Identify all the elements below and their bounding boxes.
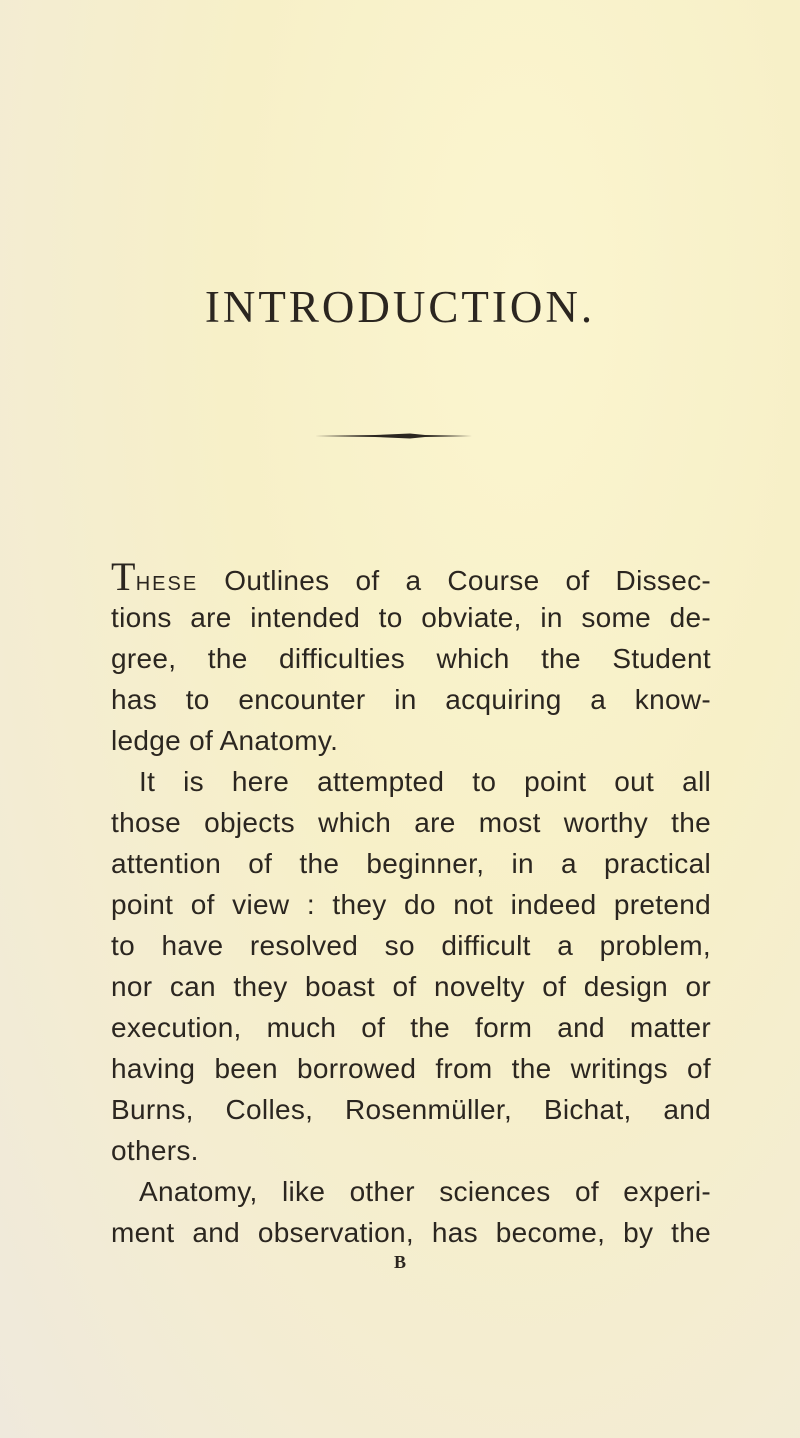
drop-letter: T [111, 554, 136, 599]
opening-small-caps: HESE [135, 573, 199, 595]
text-line: to have resolved so difficult a problem, [111, 930, 711, 961]
text-line: Burns, Colles, Rosenmüller, Bichat, and [111, 1094, 711, 1125]
text-line: Anatomy, like other sciences of experi- [139, 1176, 711, 1207]
opening-rest: Outlines of a Course of Dissec- [198, 565, 711, 596]
signature-mark: B [393, 1252, 406, 1272]
text-line: ment and observation, has become, by the [111, 1217, 711, 1248]
text-line: It is here attempted to point out all [139, 766, 711, 797]
body-text [111, 556, 711, 1253]
text-line: execution, much of the form and matter [111, 1012, 711, 1043]
text-line [111, 556, 711, 597]
text-line: ledge of Anatomy. [111, 725, 339, 756]
text-line: has to encounter in acquiring a know- [111, 684, 711, 715]
text-line: gree, the difficulties which the Student [111, 643, 711, 674]
text-line: attention of the beginner, in a practical [111, 848, 711, 879]
chapter-title: INTRODUCTION. [204, 282, 596, 332]
text-line: tions are intended to obviate, in some de- [111, 602, 711, 633]
ornamental-rule [315, 433, 472, 439]
text-line: those objects which are most worthy the [111, 807, 711, 838]
text-line: nor can they boast of novelty of design or [111, 971, 711, 1002]
text-line: having been borrowed from the writings of [111, 1053, 711, 1084]
text-line: others. [111, 1135, 199, 1166]
text-line: point of view : they do not indeed pretend [111, 889, 711, 920]
